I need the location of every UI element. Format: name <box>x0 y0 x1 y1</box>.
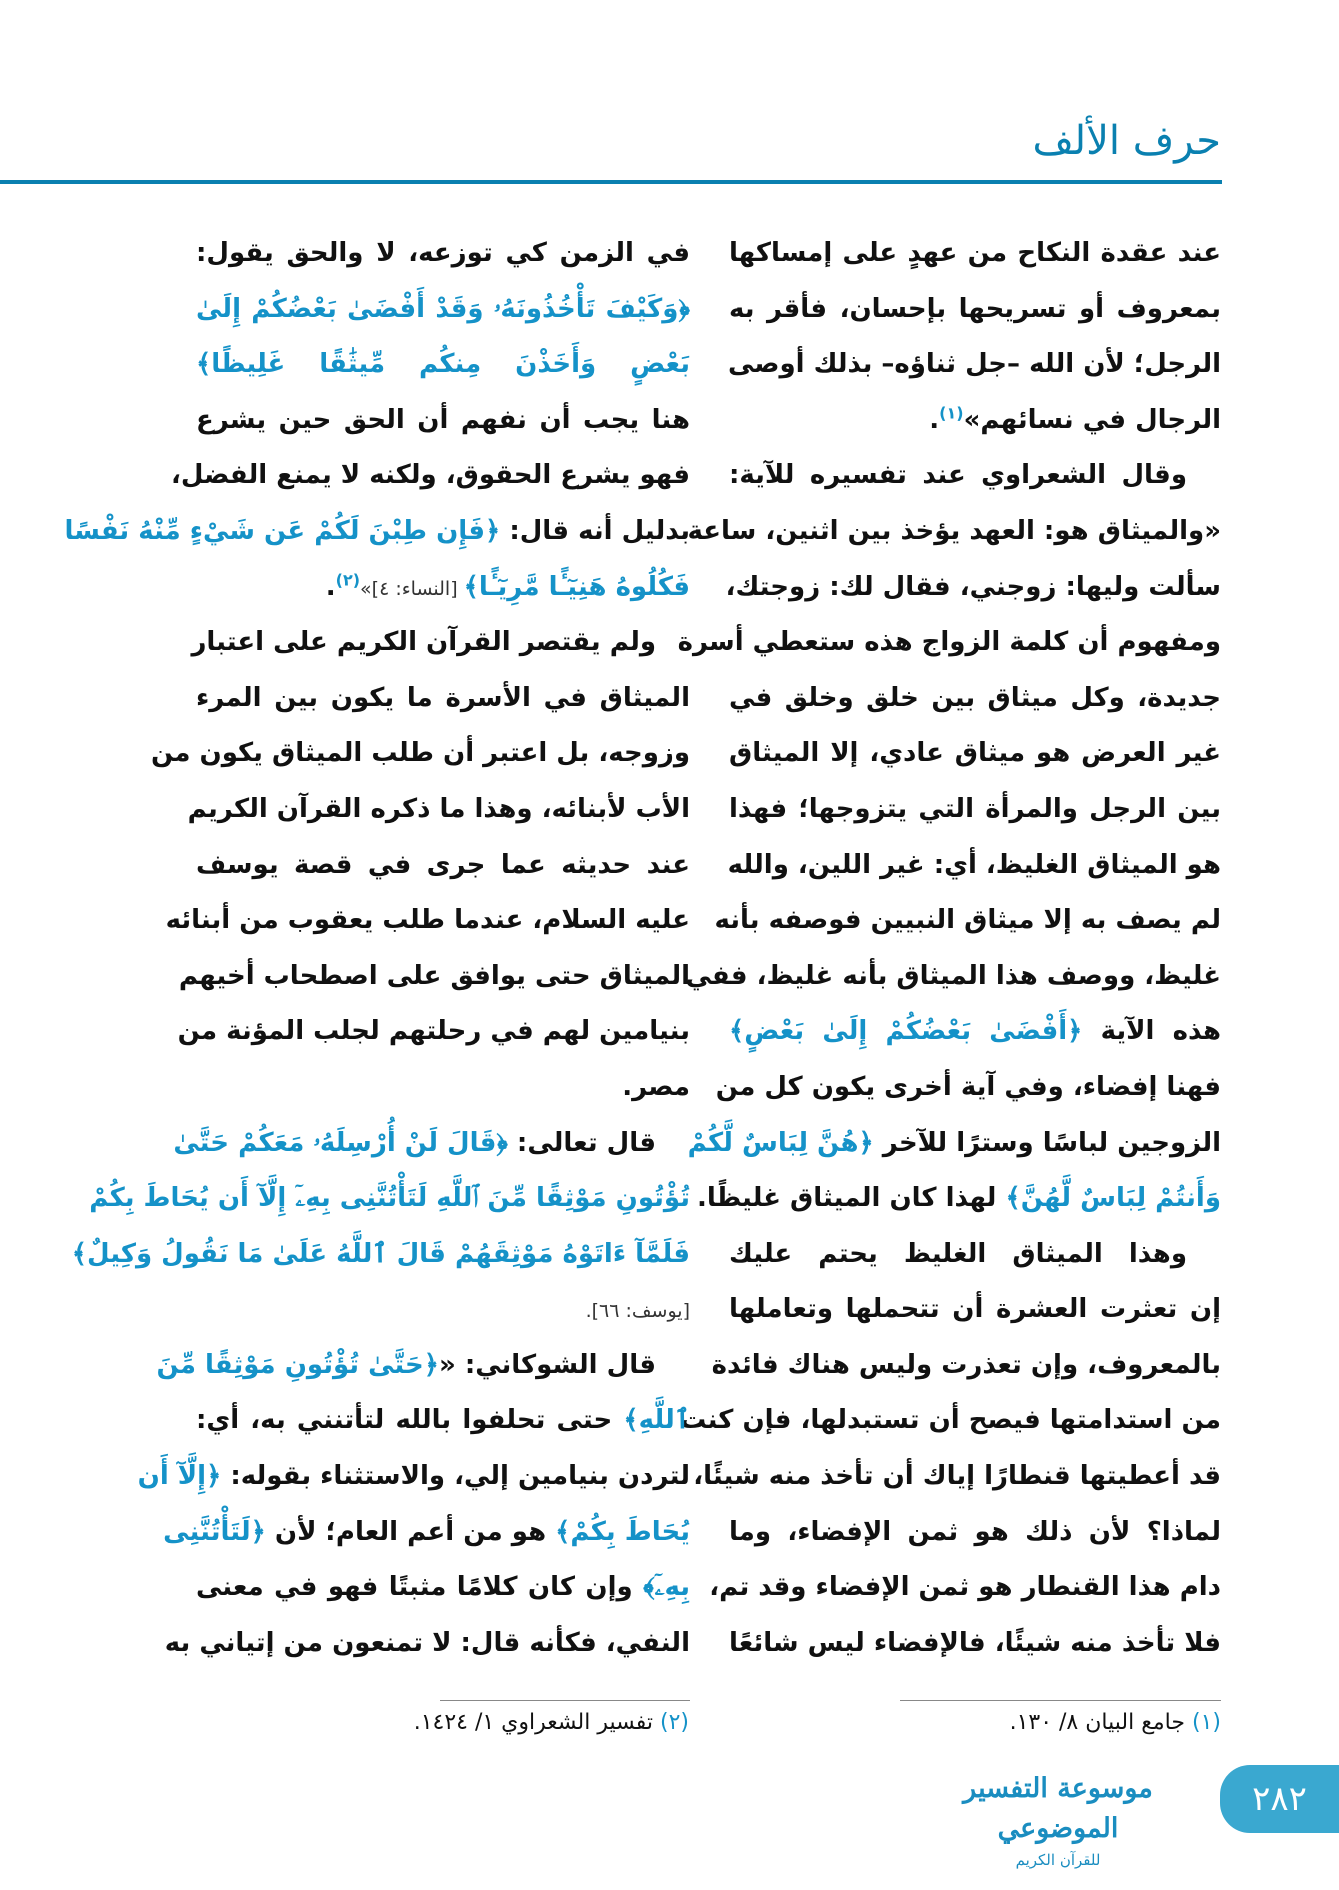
body-text: قد أعطيتها قنطارًا إياك أن تأخذ منه شيئًا، <box>693 1461 1221 1492</box>
text-line <box>196 1060 690 1116</box>
text-line <box>715 1060 1221 1116</box>
text-line <box>89 1171 690 1227</box>
body-text: لهذا كان الميثاق غليظًا. <box>697 1183 1006 1214</box>
quran-verse: فَكُلُوهُ هَنِيٓـًٔا مَّرِيٓـًٔا﴾ <box>463 571 690 602</box>
text-column-left <box>64 226 690 1671</box>
footnote-text: جامع البيان ٨/ ١٣٠. <box>1009 1710 1192 1735</box>
quran-verse: بِهِۦٓ﴾ <box>643 1572 690 1603</box>
quran-verse: ٱللَّهِ﴾ <box>623 1405 690 1436</box>
body-text: جديدة، وكل ميثاق بين خلق وخلق في <box>729 682 1221 713</box>
footnote-divider <box>900 1700 1221 1701</box>
quran-verse: ﴿حَتَّىٰ تُؤْتُونِ مَوْثِقًا مِّنَ <box>156 1349 439 1380</box>
body-text: الرجال في نسائهم» <box>963 404 1221 435</box>
body-text: هذه الآية <box>1082 1016 1221 1047</box>
logo-subtitle: للقرآن الكريم <box>1015 1851 1101 1869</box>
text-line <box>729 1505 1221 1561</box>
header-divider <box>0 180 1222 184</box>
body-text: «والميثاق هو: العهد يؤخذ بين اثنين، ساعة <box>687 515 1221 546</box>
body-text: وهذا الميثاق الغليظ يحتم عليك <box>729 1238 1187 1269</box>
quran-verse: ﴿هُنَّ لِبَاسٌ لَّكُمْ <box>687 1127 874 1158</box>
text-line <box>729 393 1221 449</box>
text-line <box>64 504 690 560</box>
text-line <box>729 838 1221 894</box>
text-line <box>729 226 1221 282</box>
body-text: ومفهوم أن كلمة الزواج هذه ستعطي أسرة <box>677 627 1221 658</box>
body-text: بمعروف أو تسريحها بإحسان، فأقر به <box>729 293 1221 324</box>
body-text: دام هذا القنطار هو ثمن الإفضاء وقد تم، <box>709 1572 1221 1603</box>
text-line <box>687 504 1221 560</box>
text-line <box>729 782 1221 838</box>
text-line <box>685 949 1221 1005</box>
text-line <box>71 1227 690 1283</box>
verse-reference: [يوسف: ٦٦]. <box>585 1300 690 1323</box>
logo-title: موسوعة التفسير الموضوعي <box>963 1773 1153 1844</box>
body-text: عند عقدة النكاح من عهدٍ على إمساكها <box>729 238 1221 268</box>
text-line <box>196 1282 690 1338</box>
text-line <box>178 949 690 1005</box>
text-line <box>196 337 690 393</box>
verse-reference: [النساء: ٤]» <box>360 577 464 600</box>
body-text: سألت وليها: زوجني، فقال لك: زوجتك، <box>725 571 1221 602</box>
text-line <box>164 1616 690 1672</box>
body-text: لتردن بنيامين إلي، والاستثناء بقوله: <box>221 1461 690 1492</box>
footnote-ref: (١) <box>939 403 964 423</box>
text-line <box>137 1449 690 1505</box>
footnote-ref: (٢) <box>335 569 361 589</box>
body-text: ولم يقتصر القرآن الكريم على اعتبار <box>191 627 656 658</box>
text-line <box>729 671 1221 727</box>
chapter-title: حرف الألف <box>1032 118 1221 164</box>
quran-verse: ﴿وَكَيْفَ تَأْخُذُونَهُۥ وَقَدْ أَفْضَىٰ بَعْضُكُمْ إِلَىٰ <box>196 293 690 324</box>
body-text: من استدامتها فيصح أن تستبدلها، فإن كنت <box>680 1405 1221 1436</box>
footnote-number: (٢) <box>659 1710 689 1735</box>
footnote-text: تفسير الشعراوي ١/ ١٤٢٤. <box>413 1710 660 1735</box>
body-text: هنا يجب أن نفهم أن الحق حين يشرع <box>196 404 690 435</box>
text-line <box>196 671 690 727</box>
footnote-number: (١) <box>1191 1710 1221 1735</box>
body-text: الميثاق حتى يوافق على اصطحاب أخيهم <box>178 960 690 991</box>
body-text: بدليل أنه قال: <box>500 515 690 546</box>
body-text: وزوجه، بل اعتبر أن طلب الميثاق يكون من <box>150 738 690 769</box>
text-line <box>150 726 690 782</box>
quran-verse: بَعْضٍ وَأَخَذْنَ مِنكُم مِّيثَٰقًا غَلِيظًا﴾ <box>196 349 690 380</box>
quran-verse: ﴿فَإِن طِبْنَ لَكُمْ عَن شَيْءٍ مِّنْهُ نَفْسًا <box>64 515 501 546</box>
text-line <box>187 782 690 838</box>
text-line <box>680 1393 1221 1449</box>
footnote-2 <box>414 1710 689 1735</box>
body-text: الميثاق في الأسرة ما يكون بين المرء <box>196 682 690 713</box>
quran-verse: ﴿أَفْضَىٰ بَعْضُكُمْ إِلَىٰ بَعْضٍ﴾ <box>729 1016 1083 1047</box>
text-line <box>677 615 1221 671</box>
body-text: هو الميثاق الغليظ، أي: غير اللين، والله <box>727 849 1221 880</box>
body-text: وقال الشعراوي عند تفسيره للآية: <box>729 460 1187 491</box>
text-line <box>196 282 690 338</box>
text-line <box>196 838 690 894</box>
text-line <box>729 1282 1221 1338</box>
body-text: في الزمن كي توزعه، لا والحق يقول: <box>196 238 690 268</box>
quran-verse: تُؤْتُونِ مَوْثِقًا مِّنَ ٱللَّهِ لَتَأْتُنَّنِى بِهِۦٓ إِلَّآ أَن يُحَاطَ بِكُمْ <box>89 1183 690 1214</box>
body-text: إن تعثرت العشرة أن تتحملها وتعاملها <box>729 1294 1221 1325</box>
body-text: الرجل؛ لأن الله –جل ثناؤه– بذلك أوصى <box>728 349 1221 380</box>
text-line <box>196 1560 690 1616</box>
body-text: بنيامين لهم في رحلتهم لجلب المؤنة من <box>177 1016 690 1047</box>
body-text: قال الشوكاني: « <box>438 1349 656 1380</box>
body-text: هو من أعم العام؛ لأن <box>265 1516 556 1547</box>
body-text: وإن كان كلامًا مثبتًا فهو في معنى <box>196 1572 644 1603</box>
quran-verse: وَأَنتُمْ لِبَاسٌ لَّهُنَّ﴾ <box>1005 1183 1221 1214</box>
text-line <box>729 282 1221 338</box>
body-text: الأب لأبنائه، وهذا ما ذكره القرآن الكريم <box>187 793 690 824</box>
body-text: بين الرجل والمرأة التي يتزوجها؛ فهذا <box>729 793 1221 824</box>
body-text: فهنا إفضاء، وفي آية أخرى يكون كل من <box>715 1071 1221 1102</box>
footnote-divider <box>440 1700 690 1701</box>
body-text: حتى تحلفوا بالله لتأتنني به، أي: <box>196 1405 624 1436</box>
body-text: غير العرض هو ميثاق عادي، إلا الميثاق <box>729 738 1221 769</box>
text-line <box>196 393 690 449</box>
quran-verse: ﴿لَتَأْتُنَّنِى <box>163 1516 266 1547</box>
text-line <box>196 1393 690 1449</box>
body-text: عليه السلام، عندما طلب يعقوب من أبنائه <box>165 905 690 936</box>
text-line <box>165 893 690 949</box>
text-line <box>725 560 1221 616</box>
text-column-right <box>677 226 1221 1671</box>
text-line <box>177 1004 690 1060</box>
text-line <box>697 1171 1221 1227</box>
body-text: الزوجين لباسًا وسترًا للآخر <box>873 1127 1221 1158</box>
body-text: . <box>929 404 940 435</box>
quran-verse: ﴿إِلَّآ أَن <box>137 1461 222 1492</box>
body-text: مصر. <box>622 1071 690 1102</box>
text-line <box>196 560 690 616</box>
text-line <box>687 1116 1221 1172</box>
text-line <box>196 226 690 282</box>
text-line <box>171 448 690 504</box>
text-line <box>729 1616 1221 1672</box>
text-line <box>729 726 1221 782</box>
quran-verse: ﴿قَالَ لَنْ أُرْسِلَهُۥ مَعَكُمْ حَتَّىٰ <box>173 1127 508 1158</box>
text-line <box>714 893 1221 949</box>
encyclopedia-logo <box>934 1769 1182 1869</box>
quran-verse: فَلَمَّآ ءَاتَوْهُ مَوْثِقَهُمْ قَالَ ٱللَّهُ عَلَىٰ مَا نَقُولُ وَكِيلٌ﴾ <box>71 1238 690 1269</box>
text-line <box>729 337 1221 393</box>
body-text: قال تعالى: <box>507 1127 656 1158</box>
text-line <box>729 448 1221 504</box>
page-number-badge: ٢٨٢ <box>1220 1765 1339 1833</box>
body-text: لماذا؟ لأن ذلك هو ثمن الإفضاء، وما <box>729 1516 1221 1547</box>
text-line <box>191 615 690 671</box>
quran-verse: يُحَاطَ بِكُمْ﴾ <box>555 1516 690 1547</box>
footnote-1 <box>1010 1710 1221 1735</box>
text-line <box>163 1505 690 1561</box>
body-text: فهو يشرع الحقوق، ولكنه لا يمنع الفضل، <box>171 460 690 491</box>
text-line <box>156 1338 690 1394</box>
text-line <box>693 1449 1221 1505</box>
text-line <box>711 1338 1221 1394</box>
body-text: النفي، فكأنه قال: لا تمنعون من إتياني به <box>164 1627 690 1658</box>
body-text: عند حديثه عما جرى في قصة يوسف <box>196 849 690 880</box>
body-text: لم يصف به إلا ميثاق النبيين فوصفه بأنه <box>714 905 1221 936</box>
body-text: غليظ، ووصف هذا الميثاق بأنه غليظ، ففي <box>685 960 1221 991</box>
text-line <box>729 1004 1221 1060</box>
text-line <box>173 1116 690 1172</box>
text-line <box>729 1227 1221 1283</box>
body-text: . <box>325 571 336 602</box>
body-text: بالمعروف، وإن تعذرت وليس هناك فائدة <box>711 1349 1221 1380</box>
body-text: فلا تأخذ منه شيئًا، فالإفضاء ليس شائعًا <box>729 1627 1221 1658</box>
text-line <box>709 1560 1221 1616</box>
